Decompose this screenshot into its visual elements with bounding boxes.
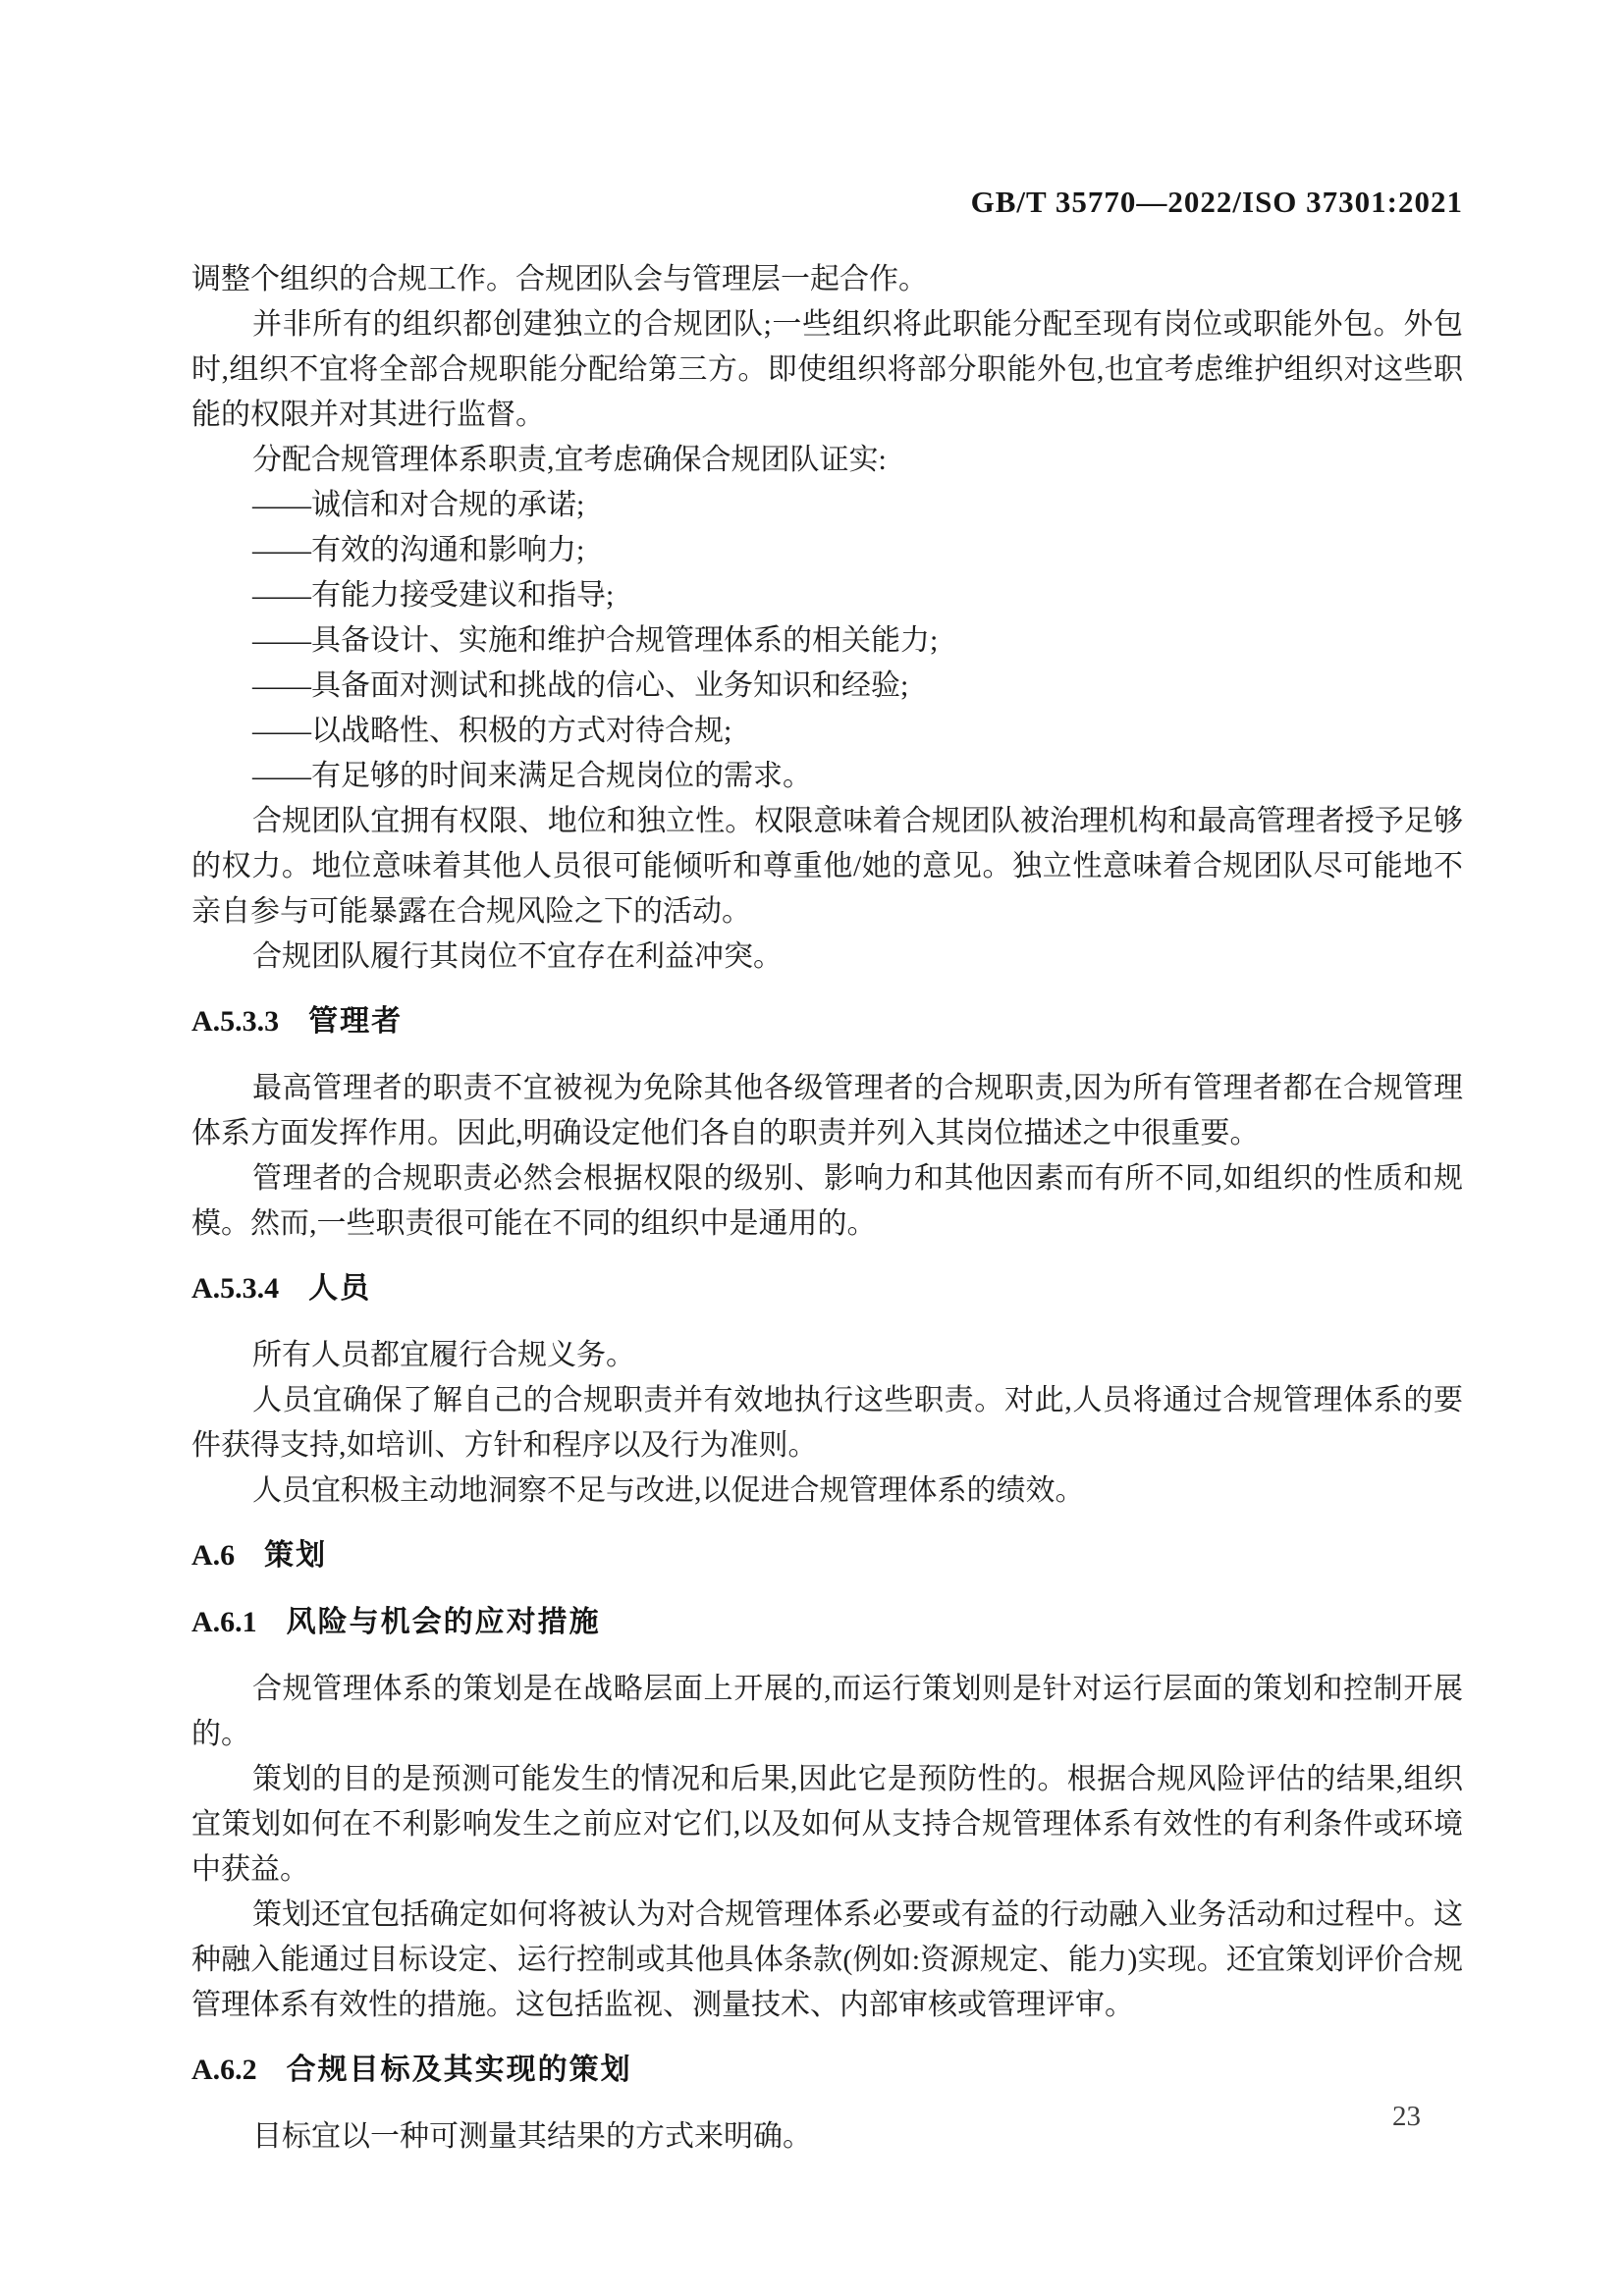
paragraph: 合规管理体系的策划是在战略层面上开展的,而运行策划则是针对运行层面的策划和控制开展的。 [191, 1673, 1463, 1750]
list-item: ——诚信和对合规的承诺; [252, 489, 585, 521]
section-heading-a-5-3-4 [191, 1266, 1463, 1311]
section-number: A.6.2 [191, 2054, 257, 2086]
section-heading-a-5-3-3 [191, 999, 1463, 1044]
paragraph: 所有人员都宜履行合规义务。 [252, 1339, 635, 1371]
paragraph: 管理者的合规职责必然会根据权限的级别、影响力和其他因素而有所不同,如组织的性质和规模。然而,一些职责很可能在不同的组织中是通用的。 [191, 1162, 1463, 1240]
paragraph: 并非所有的组织都创建独立的合规团队;一些组织将此职能分配至现有岗位或职能外包。外包时,组织不宜将全部合规职能分配给第三方。即使组织将部分职能外包,也宜考虑维护组织对这些职能的权限并对其进行监督。 [191, 308, 1463, 431]
section-number: A.6.1 [191, 1606, 257, 1638]
continuation-paragraph: 调整个组织的合规工作。合规团队会与管理层一起合作。 [191, 263, 928, 295]
section-title: 风险与机会的应对措施 [286, 1606, 601, 1638]
section-heading-a-6 [191, 1533, 1463, 1578]
list-item: ——以战略性、积极的方式对待合规; [252, 715, 732, 747]
page-number: 23 [1392, 2101, 1421, 2132]
section-heading-a-6-2 [191, 2048, 1463, 2093]
paragraph: 目标宜以一种可测量其结果的方式来明确。 [252, 2120, 812, 2153]
section-heading-a-6-1 [191, 1600, 1463, 1645]
dash-list [191, 483, 1463, 799]
standard-number-header: GB/T 35770—2022/ISO 37301:2021 [970, 185, 1463, 219]
section-number: A.5.3.3 [191, 1005, 280, 1038]
section-title: 合规目标及其实现的策划 [286, 2054, 632, 2086]
list-item: ——有能力接受建议和指导; [252, 579, 615, 612]
section-title: 管理者 [308, 1005, 404, 1038]
list-item: ——有足够的时间来满足合规岗位的需求。 [252, 760, 812, 792]
paragraph: 分配合规管理体系职责,宜考虑确保合规团队证实: [252, 444, 887, 476]
list-item: ——有效的沟通和影响力; [252, 534, 585, 566]
paragraph: 最高管理者的职责不宜被视为免除其他各级管理者的合规职责,因为所有管理者都在合规管理体系方面发挥作用。因此,明确设定他们各自的职责并列入其岗位描述之中很重要。 [191, 1072, 1463, 1149]
paragraph: 合规团队履行其岗位不宜存在利益冲突。 [252, 940, 783, 973]
paragraph: 策划还宜包括确定如何将被认为对合规管理体系必要或有益的行动融入业务活动和过程中。这种融入能通过目标设定、运行控制或其他具体条款(例如:资源规定、能力)实现。还宜策划评价合规管理体系有效性的措施。这包括监视、测量技术、内部审核或管理评审。 [191, 1898, 1463, 2021]
paragraph: 策划的目的是预测可能发生的情况和后果,因此它是预防性的。根据合规风险评估的结果,组织宜策划如何在不利影响发生之前应对它们,以及如何从支持合规管理体系有效性的有利条件或环境中获益。 [191, 1763, 1463, 1886]
list-item: ——具备设计、实施和维护合规管理体系的相关能力; [252, 624, 939, 657]
list-item: ——具备面对测试和挑战的信心、业务知识和经验; [252, 669, 909, 702]
document-body [191, 257, 1463, 2160]
section-number: A.6 [191, 1539, 236, 1572]
section-number: A.5.3.4 [191, 1272, 280, 1305]
paragraph: 人员宜确保了解自己的合规职责并有效地执行这些职责。对此,人员将通过合规管理体系的要件获得支持,如培训、方针和程序以及行为准则。 [191, 1384, 1463, 1462]
paragraph: 人员宜积极主动地洞察不足与改进,以促进合规管理体系的绩效。 [252, 1474, 1085, 1507]
section-title: 策划 [264, 1539, 328, 1572]
section-title: 人员 [308, 1272, 372, 1305]
paragraph: 合规团队宜拥有权限、地位和独立性。权限意味着合规团队被治理机构和最高管理者授予足够的权力。地位意味着其他人员很可能倾听和尊重他/她的意见。独立性意味着合规团队尽可能地不亲自参与可能暴露在合规风险之下的活动。 [191, 805, 1463, 928]
